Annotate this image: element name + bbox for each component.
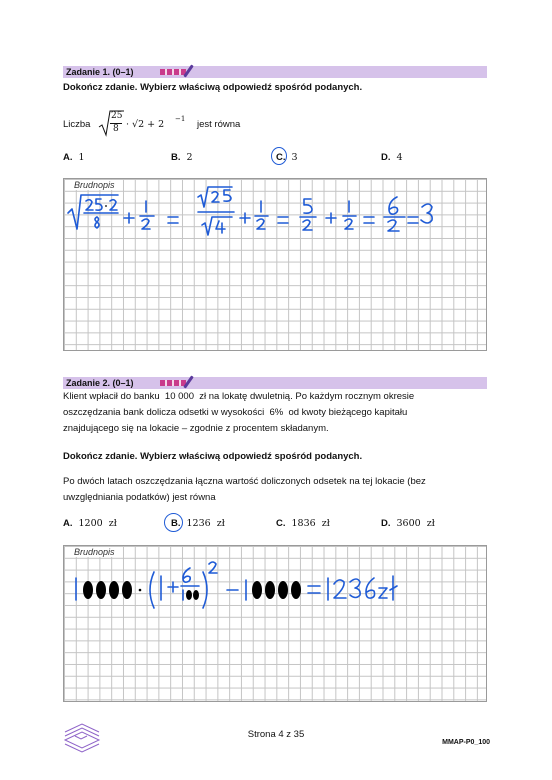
task2-title: Zadanie 2. (0–1) — [66, 378, 134, 388]
answer-value: 1 — [78, 152, 85, 163]
task1-expr-denominator: 8 — [113, 124, 119, 134]
task1-question-suffix: jest równa — [197, 119, 241, 130]
task2-header-bar — [63, 377, 487, 389]
answer-letter: A. — [63, 152, 73, 163]
scoring-box-icon — [160, 380, 186, 386]
task1-question-prefix: Liczba — [63, 119, 91, 130]
answer-letter: C. — [276, 152, 286, 163]
task2-text-line-2: oszczędzania bank dolicza odsetki w wysokości 6% od kwoty bieżącego kapitału — [63, 407, 408, 418]
answer-value: 1236 zł — [186, 518, 225, 529]
answer-value: 2 — [186, 152, 193, 163]
task1-scratch-label: Brudnopis — [74, 180, 115, 190]
task2-text-line-3: znajdującego się na lokacie – zgodnie z procentem składanym. — [63, 423, 329, 434]
task2-scratch-label: Brudnopis — [74, 547, 115, 557]
task1-expr-numerator: 25 — [111, 111, 123, 121]
answer-letter: A. — [63, 518, 73, 529]
answer-value: 4 — [396, 152, 403, 163]
task1-answer-d[interactable] — [381, 152, 403, 163]
answer-letter: D. — [381, 518, 391, 529]
answer-letter: C. — [276, 518, 286, 529]
task1-selected-circle — [271, 147, 287, 165]
task1-answer-b[interactable] — [171, 152, 193, 163]
answer-letter: B. — [171, 152, 181, 163]
task2-answer-d[interactable] — [381, 518, 435, 529]
page-number: Strona 4 z 35 — [247, 729, 305, 740]
document-code: MMAP-P0_100 — [442, 739, 490, 746]
task1-scratch-grid[interactable] — [63, 178, 487, 351]
answer-value: 1200 zł — [78, 518, 117, 529]
answer-value: 3 — [291, 152, 298, 163]
task1-expr-exponent: −1 — [175, 115, 186, 123]
task1-header-bar — [63, 66, 487, 78]
task1-answer-a[interactable] — [63, 152, 85, 163]
task1-title: Zadanie 1. (0–1) — [66, 67, 134, 77]
answer-value: 3600 zł — [396, 518, 435, 529]
task1-expr-rest: · √2 + 2 — [126, 119, 165, 130]
task2-handwriting — [64, 546, 488, 703]
answer-letter: D. — [381, 152, 391, 163]
task2-scratch-grid[interactable] — [63, 545, 487, 702]
task2-instruction: Dokończ zdanie. Wybierz właściwą odpowiedź spośród podanych. — [63, 451, 363, 462]
scoring-box-icon — [160, 69, 186, 75]
task2-question-line-1: Po dwóch latach oszczędzania łączna wartość doliczonych odsetek na tej lokacie (bez — [63, 476, 426, 487]
task2-answer-a[interactable] — [63, 518, 117, 529]
answer-letter: B. — [171, 518, 181, 529]
task2-selected-circle — [164, 513, 183, 532]
task1-handwriting — [64, 179, 488, 352]
answer-value: 1836 zł — [291, 518, 330, 529]
task2-text-line-1: Klient wpłacił do banku 10 000 zł na lokatę dwuletnią. Po każdym rocznym okresie — [63, 391, 415, 402]
task2-question-line-2: uwzględniania podatków) jest równa — [63, 492, 216, 503]
task1-instruction: Dokończ zdanie. Wybierz właściwą odpowiedź spośród podanych. — [63, 82, 363, 93]
task2-answer-c[interactable] — [276, 518, 330, 529]
